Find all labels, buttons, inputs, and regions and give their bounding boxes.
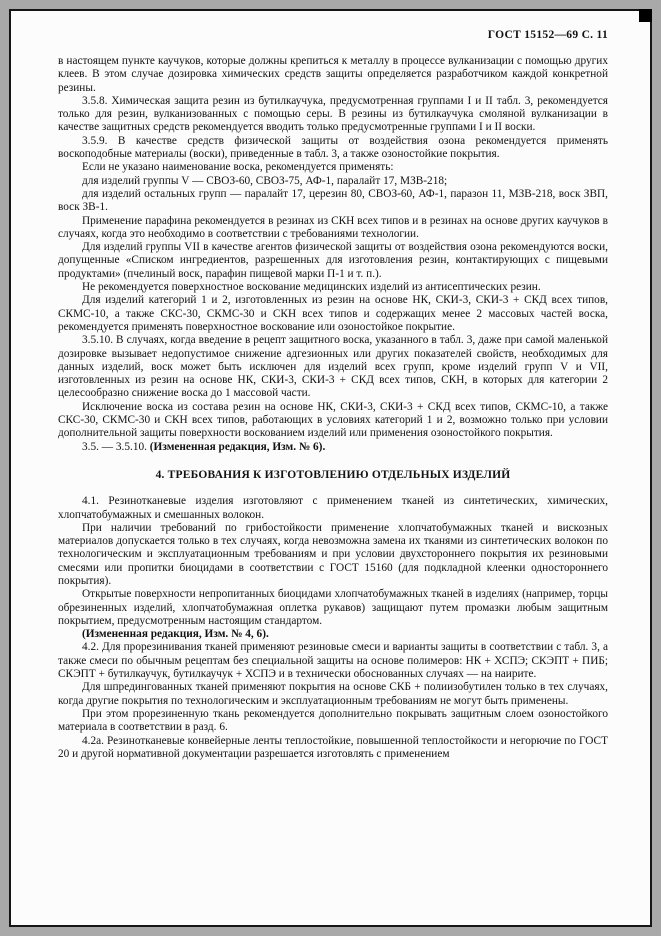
paragraph: При этом прорезиненную ткань рекомендуется дополнительно покрывать защитным слоем озоностойкого материала в соответствии в разд. 6.: [58, 707, 608, 734]
paragraph: Для шпредингованных тканей применяют покрытия на основе СКБ + полиизобутилен только в тех случаях, когда другие покрытия по технологическим и эксплуатационным требованиям не могут быть применены.: [58, 681, 608, 707]
paragraph: для изделий группы V — СВОЗ-60, СВОЗ-75, АФ-1, паралайт 17, МЗВ-218;: [82, 174, 448, 187]
paragraph-4-1: 4.1. Резинотканевые изделия изготовляют с применением тканей из синтетических, химических, хлопчатобумажных и смешанных волокон.: [58, 495, 608, 521]
amendment-note-prefix: 3.5. — 3.5.10.: [82, 440, 150, 453]
paragraph-3-5-10: 3.5.10. В случаях, когда введение в рецепт защитного воска, указанного в табл. 3, даже при самой маленькой дозировке вызывает недопустимое снижение адгезионных или других показателей свойств, необходимых для данных изделий, воск может быть исключен для изделий всех групп, кроме изделий групп V и VII, изготовленных из резин на основе НК, СКИ-3, СКИ-3 + СКД всех типов, СКН, в которых для категории 2 целесообразно снижение воска до 1 массовой части.: [58, 334, 608, 400]
paragraph-3-5-8: 3.5.8. Химическая защита резин из бутилкаучука, предусмотренная группами I и II табл. 3, рекомендуется только для резин, вулканизованных с помощью серы. В резины из бутилкаучука смоляной вулканизации в качестве защитных средств рекомендуется вводить только предусмотренные группами I и II воски.: [58, 94, 608, 134]
paragraph: Применение парафина рекомендуется в резинах из СКН всех типов и в резинах на основе других каучуков в случаях, когда это необходимо в соответствии с требованиями технологии.: [58, 214, 608, 240]
paragraph: Для изделий категорий 1 и 2, изготовленных из резин на основе НК, СКИ-3, СКИ-3 + СКД всех типов, СКМС-10, а также СКС-30, СКМС-30 и СКН всех типов и содержащих менее 2 массовых частей воска, рекомендуется применять поверхностное воскование или озоностойкое покрытие.: [58, 294, 608, 333]
paragraph-4-2: 4.2. Для прорезинивания тканей применяют резиновые смеси и варианты защиты в соответствии с табл. 3, а также смеси по обычным рецептам без специальной защиты на основе полимеров: НК + ХСПЭ; СКЭПТ + ПИБ; СКЭПТ + бутилкаучук, бутилкаучук + ХСПЭ и в технически обоснованных случаях — на наирите.: [58, 641, 608, 681]
paragraph: При наличии требований по грибостойкости применение хлопчатобумажных тканей и вискозных материалов допускается только в тех случаях, когда невозможна замена их тканями из синтетических волокон по технологическим и эксплуатационным требованиям и при условии двухстороннего покрытия их резиновыми смесями или пропитки биоцидами в соответствии с ГОСТ 15160 (для подкладной клеенки одностороннего покрытия).: [58, 521, 608, 587]
paragraph-3-5-9: 3.5.9. В качестве средств физической защиты от воздействия озона рекомендуется применять воскоподобные материалы (воски), приведенные в табл. 3, а также озоностойкие покрытия.: [58, 134, 608, 161]
document-body: [58, 55, 608, 761]
document-page: [9, 9, 652, 927]
paragraph-continuation: в настоящем пункте каучуков, которые должны крепиться к металлу в процессе вулканизации с помощью других клеев. В этом случае дозировка химических средств защиты определяется разработчиком каждой конкретной резины.: [58, 55, 608, 94]
amendment-note-bold: (Измененная редакция, Изм. № 6).: [149, 440, 326, 453]
page-header: ГОСТ 15152—69 С. 11: [487, 29, 608, 41]
section-heading: 4. ТРЕБОВАНИЯ К ИЗГОТОВЛЕНИЮ ОТДЕЛЬНЫХ ИЗДЕЛИЙ: [155, 468, 511, 481]
paragraph: Если не указано наименование воска, рекомендуется применять:: [82, 161, 394, 174]
paragraph-4-2a: 4.2а. Резинотканевые конвейерные ленты теплостойкие, повышенной теплостойкости и негорючие по ГОСТ 20 и другой нормативной документации разрешается изготовлять с применением: [58, 734, 608, 760]
paragraph: Исключение воска из состава резин на основе НК, СКИ-3, СКИ-3 + СКД всех типов, СКМС-10, а также СКС-30, СКМС-30 и СКН всех типов, работающих в условиях категорий 1 и 2, возможно только при условии дополнительной защиты поверхности воскованием изделий или применения озоностойкого покрытия.: [58, 400, 608, 440]
paragraph: Для изделий группы VII в качестве агентов физической защиты от воздействия озона рекомендуются воски, допущенные «Списком ингредиентов, разрешенных для изготовления резин, контактирующих с пищевыми продуктами» (пчелиный воск, парафин пищевой марки П-1 и т. п.).: [58, 241, 608, 280]
paragraph: для изделий остальных групп — паралайт 17, церезин 80, СВОЗ-60, АФ-1, паразон 11, МЗВ-218, воск ЗВП, воск ЗВ-1.: [58, 187, 608, 214]
scan-corner-mark: [639, 9, 652, 22]
amendment-note-2: (Измененная редакция, Изм. № 4, 6).: [82, 628, 269, 641]
amendment-note-1: [58, 441, 608, 454]
paragraph: Не рекомендуется поверхностное воскование медицинских изделий из антисептических резин.: [82, 281, 541, 294]
paragraph: Открытые поверхности непропитанных биоцидами хлопчатобумажных тканей в изделиях (например, торцы обрезиненных изделий, хлопчатобумажная оплетка рукавов) защищают путем промазки любым защитным покрытием, предусмотренным настоящим стандартом.: [58, 588, 608, 627]
